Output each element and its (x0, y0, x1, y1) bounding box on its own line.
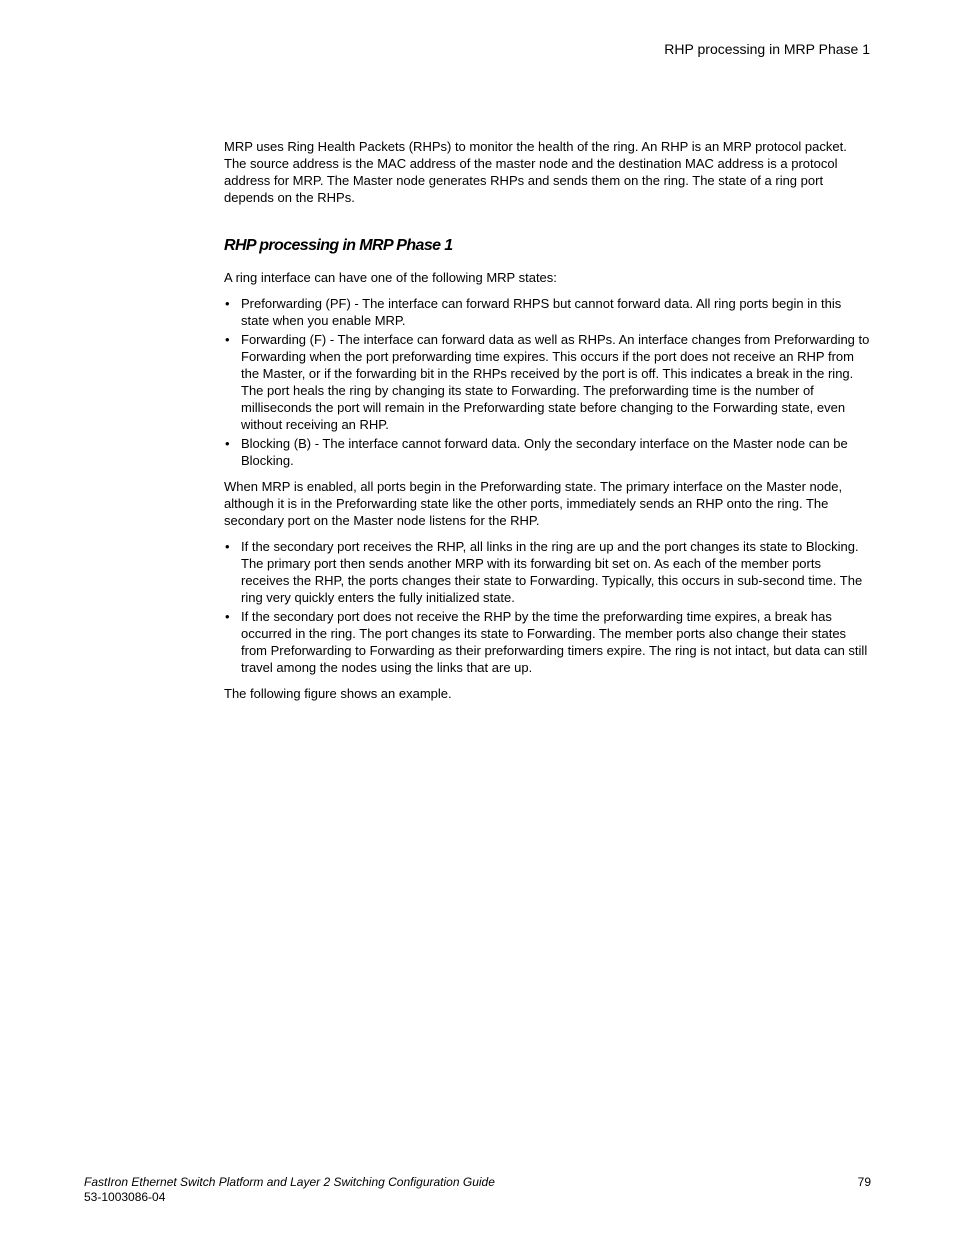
list-item (224, 331, 872, 433)
running-header: RHP processing in MRP Phase 1 (664, 41, 870, 57)
page-footer (84, 1175, 871, 1205)
intro-paragraph: MRP uses Ring Health Packets (RHPs) to monitor the health of the ring. An RHP is an MRP protocol packet. The source address is the MAC address of the master node and the destination MAC address is a protocol address for MRP. The Master node generates RHPs and sends them on the ring. The state of a ring port depends on the RHPs. (224, 139, 847, 205)
section-heading: RHP processing in MRP Phase 1 (224, 237, 453, 254)
mrp-states-list (224, 295, 872, 469)
list-item-text: Forwarding (F) - The interface can forward data as well as RHPs. An interface changes from Preforwarding to Forwarding when the port preforwarding time expires. This occurs if the port does not receive an RHP from the Master, or if the forwarding bit in the RHPs received by the port is off. This indicates a break in the ring. The port heals the ring by changing its state to Forwarding. The preforwarding time is the number of milliseconds the port will remain in the Preforwarding state before changing to the Forwarding state, even without receiving an RHP. (241, 332, 870, 432)
footer-guide-title: FastIron Ethernet Switch Platform and Layer 2 Switching Configuration Guide (84, 1175, 495, 1189)
list-item-text: If the secondary port does not receive the RHP by the time the preforwarding time expires, a break has occurred in the ring. The port changes its state to Forwarding. The member ports also change their states from Preforwarding to Forwarding as their preforwarding timers expire. The ring is not intact, but data can still travel among the nodes using the links that are up. (241, 609, 868, 675)
list-item-text: Preforwarding (PF) - The interface can forward RHPS but cannot forward data. All ring ports begin in this state when you enable MRP. (241, 296, 842, 328)
states-lead-paragraph: A ring interface can have one of the following MRP states: (224, 270, 557, 285)
list-item (224, 295, 872, 329)
mrp-enabled-paragraph: When MRP is enabled, all ports begin in the Preforwarding state. The primary interface on the Master node, although it is in the Preforwarding state like the other ports, immediately sends an RHP onto the ring. The secondary port on the Master node listens for the RHP. (224, 479, 843, 528)
list-item (224, 608, 872, 676)
bullet-icon: • (225, 609, 230, 624)
footer-doc-number: 53-1003086-04 (84, 1190, 166, 1204)
rhp-outcomes-list (224, 538, 872, 676)
list-item (224, 538, 872, 606)
list-item (224, 435, 872, 469)
page-number: 79 (857, 1175, 871, 1189)
bullet-icon: • (225, 436, 230, 451)
list-item-text: If the secondary port receives the RHP, all links in the ring are up and the port changes its state to Blocking. The primary port then sends another MRP with its forwarding bit set on. As each of the member ports receives the RHP, the ports changes their state to Forwarding. Typically, this occurs in sub-second time. The ring very quickly enters the fully initialized state. (241, 539, 863, 605)
bullet-icon: • (225, 539, 230, 554)
bullet-icon: • (225, 332, 230, 347)
main-content (224, 138, 872, 702)
bullet-icon: • (225, 296, 230, 311)
list-item-text: Blocking (B) - The interface cannot forward data. Only the secondary interface on the Master node can be Blocking. (241, 436, 848, 468)
figure-intro-paragraph: The following figure shows an example. (224, 686, 452, 701)
